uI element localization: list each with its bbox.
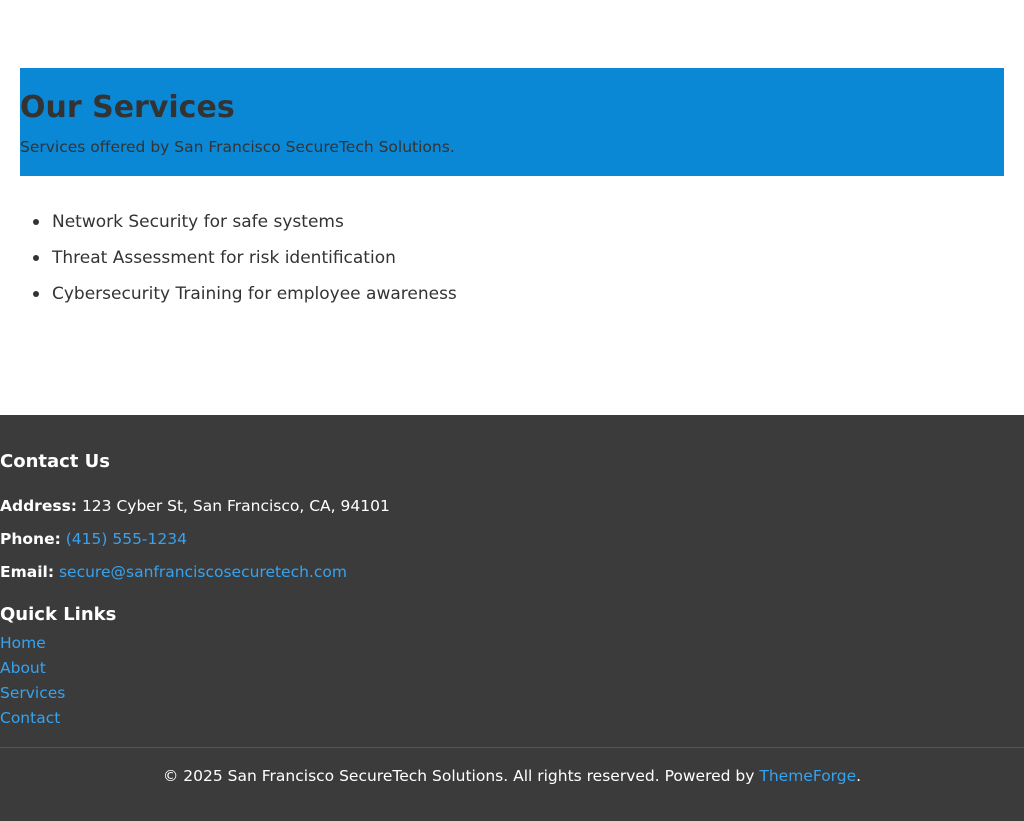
copyright-text: © 2025 San Francisco SecureTech Solutions. All rights reserved. Powered by xyxy=(162,767,760,785)
quick-link-home[interactable]: Home xyxy=(0,634,46,652)
contact-phone xyxy=(0,528,187,550)
quick-link-services[interactable]: Services xyxy=(0,684,66,702)
quick-link-item xyxy=(0,656,65,681)
quick-links-list xyxy=(0,631,65,731)
quick-link-contact[interactable]: Contact xyxy=(0,709,61,727)
copyright-end: . xyxy=(856,767,862,785)
contact-address xyxy=(0,495,390,517)
phone-label: Phone: xyxy=(0,530,61,548)
page-title: Our Services xyxy=(20,90,235,125)
page-subtitle: Services offered by San Francisco SecureTech Solutions. xyxy=(20,138,455,156)
service-item: Network Security for safe systems xyxy=(52,204,457,240)
quick-link-item xyxy=(0,681,65,706)
quick-link-about[interactable]: About xyxy=(0,659,46,677)
footer-divider xyxy=(0,747,1024,748)
contact-email xyxy=(0,561,347,583)
phone-link[interactable]: (415) 555-1234 xyxy=(65,530,187,548)
quick-link-item xyxy=(0,631,65,656)
email-link[interactable]: secure@sanfranciscosecuretech.com xyxy=(58,563,347,581)
services-hero-banner xyxy=(20,68,1004,176)
quick-links-heading: Quick Links xyxy=(0,604,117,625)
quick-link-item xyxy=(0,706,65,731)
site-footer xyxy=(0,415,1024,821)
contact-heading: Contact Us xyxy=(0,451,111,472)
service-item: Threat Assessment for risk identification xyxy=(52,240,457,276)
services-list xyxy=(52,204,457,312)
copyright-notice xyxy=(0,765,1024,787)
address-value: 123 Cyber St, San Francisco, CA, 94101 xyxy=(81,497,390,515)
service-item: Cybersecurity Training for employee awareness xyxy=(52,276,457,312)
powered-by-link[interactable]: ThemeForge xyxy=(759,767,857,785)
address-label: Address: xyxy=(0,497,77,515)
email-label: Email: xyxy=(0,563,55,581)
